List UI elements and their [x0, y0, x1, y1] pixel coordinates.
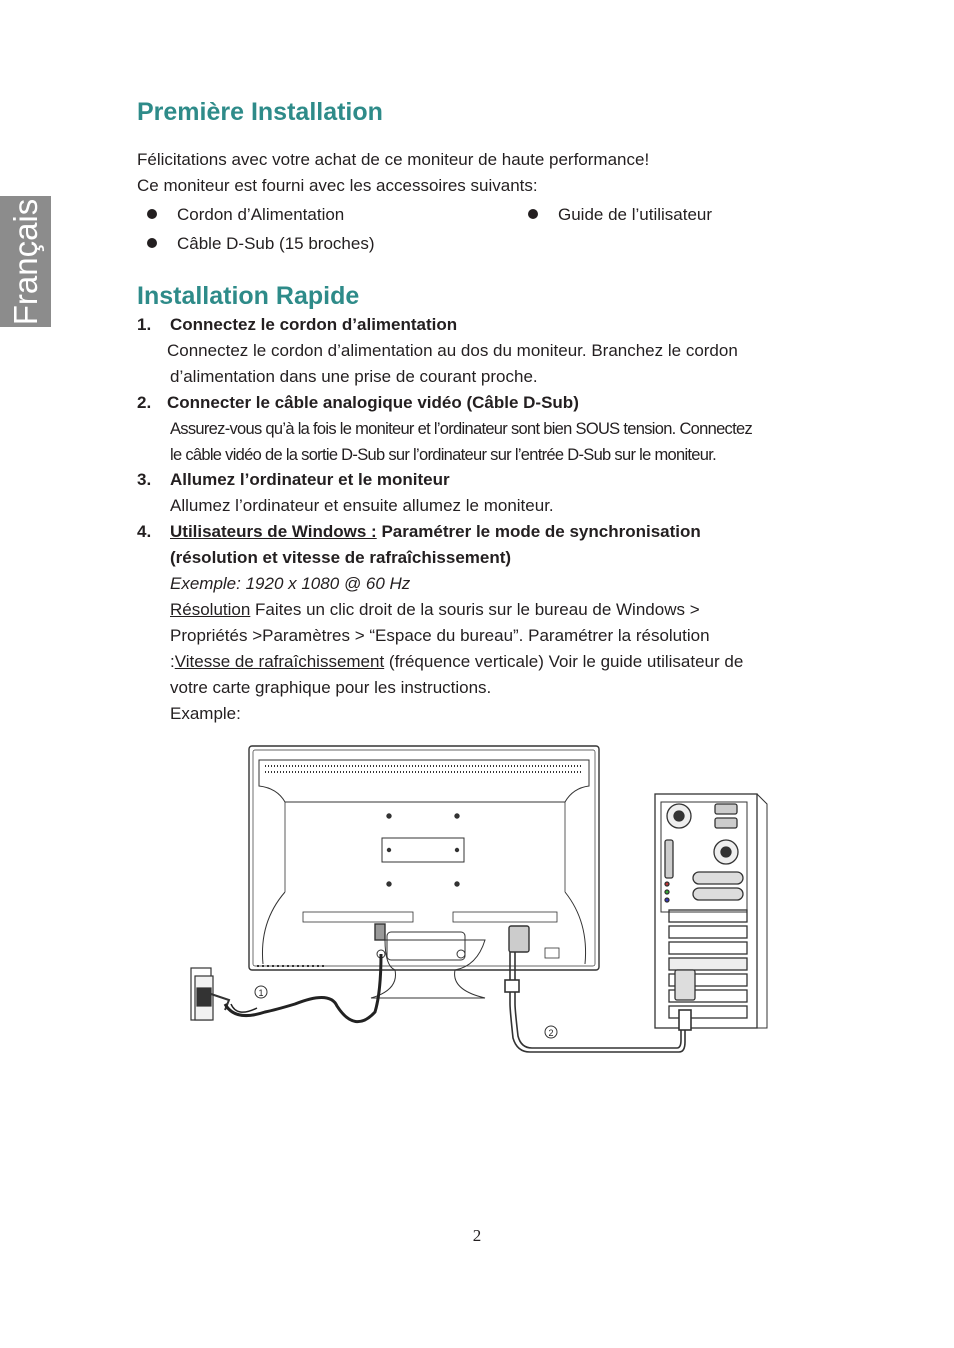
resolution-label: Résolution: [170, 600, 251, 619]
colon: :: [170, 652, 175, 671]
step-text: votre carte graphique pour les instructions.: [170, 678, 492, 697]
step-number: 4.: [137, 522, 152, 541]
example-label: Example:: [170, 704, 241, 723]
bullet-icon: [528, 209, 538, 219]
example-resolution: Exemple: 1920 x 1080 @ 60 Hz: [170, 574, 411, 593]
step-title: Connectez le cordon d’alimentation: [170, 315, 458, 334]
accessory-item: Guide de l’utilisateur: [558, 205, 713, 224]
monitor-back-illustration: [249, 746, 599, 998]
step-title-line-2: (résolution et vitesse de rafraîchissement): [170, 548, 512, 567]
language-side-tab: [0, 196, 51, 327]
step-number: 1.: [137, 315, 152, 334]
wall-outlet-illustration: [191, 968, 229, 1020]
step-title: Connecter le câble analogique vidéo (Câble D-Sub): [167, 393, 579, 412]
pc-tower-illustration: [655, 794, 767, 1028]
callout-1: [255, 986, 267, 998]
step-text: le câble vidéo de la sortie D-Sub sur l’ordinateur sur l’entrée D-Sub sur le moniteur.: [170, 446, 717, 464]
callout-1-label: 1: [258, 988, 264, 998]
bullet-icon: [147, 238, 157, 248]
accessory-item: Câble D-Sub (15 broches): [177, 234, 375, 253]
step-text: [170, 597, 700, 623]
step-text: Assurez-vous qu’à la fois le moniteur et l’ordinateur sont bien SOUS tension. Connectez: [170, 420, 753, 438]
step-text: d’alimentation dans une prise de courant proche.: [170, 367, 538, 386]
step-title-rest: Paramétrer le mode de synchronisation: [376, 522, 701, 541]
page-number: 2: [472, 1226, 482, 1245]
callout-2: [545, 1026, 557, 1038]
refresh-rate-label: Vitesse de rafraîchissement: [174, 652, 385, 671]
windows-users-label: Utilisateurs de Windows :: [170, 522, 377, 541]
step-title: Allumez l’ordinateur et le moniteur: [170, 470, 450, 489]
step-text: [170, 649, 743, 675]
resolution-text: Faites un clic droit de la souris sur le bureau de Windows >: [250, 600, 700, 619]
section-title-quick-install: Installation Rapide: [137, 282, 360, 310]
intro-line-1: Félicitations avec votre achat de ce moniteur de haute performance!: [137, 150, 650, 169]
step-number: 2.: [137, 393, 152, 412]
step-text: Connectez le cordon d’alimentation au dos du moniteur. Branchez le cordon: [167, 341, 738, 360]
accessory-item: Cordon d’Alimentation: [177, 205, 345, 224]
section-title-first-install: Première Installation: [137, 98, 383, 126]
bullet-icon: [147, 209, 157, 219]
language-tab-label: Français: [6, 198, 44, 325]
connection-diagram: [185, 742, 775, 1058]
step-text: Propriétés >Paramètres > “Espace du bureau”. Paramétrer la résolution: [170, 626, 710, 645]
step-title: [170, 519, 701, 545]
step-number: 3.: [137, 470, 152, 489]
intro-line-2: Ce moniteur est fourni avec les accessoires suivants:: [137, 176, 538, 195]
refresh-rate-text: (fréquence verticale) Voir le guide utilisateur de: [384, 652, 744, 671]
callout-2-label: 2: [548, 1028, 554, 1038]
step-text: Allumez l’ordinateur et ensuite allumez le moniteur.: [170, 496, 554, 515]
